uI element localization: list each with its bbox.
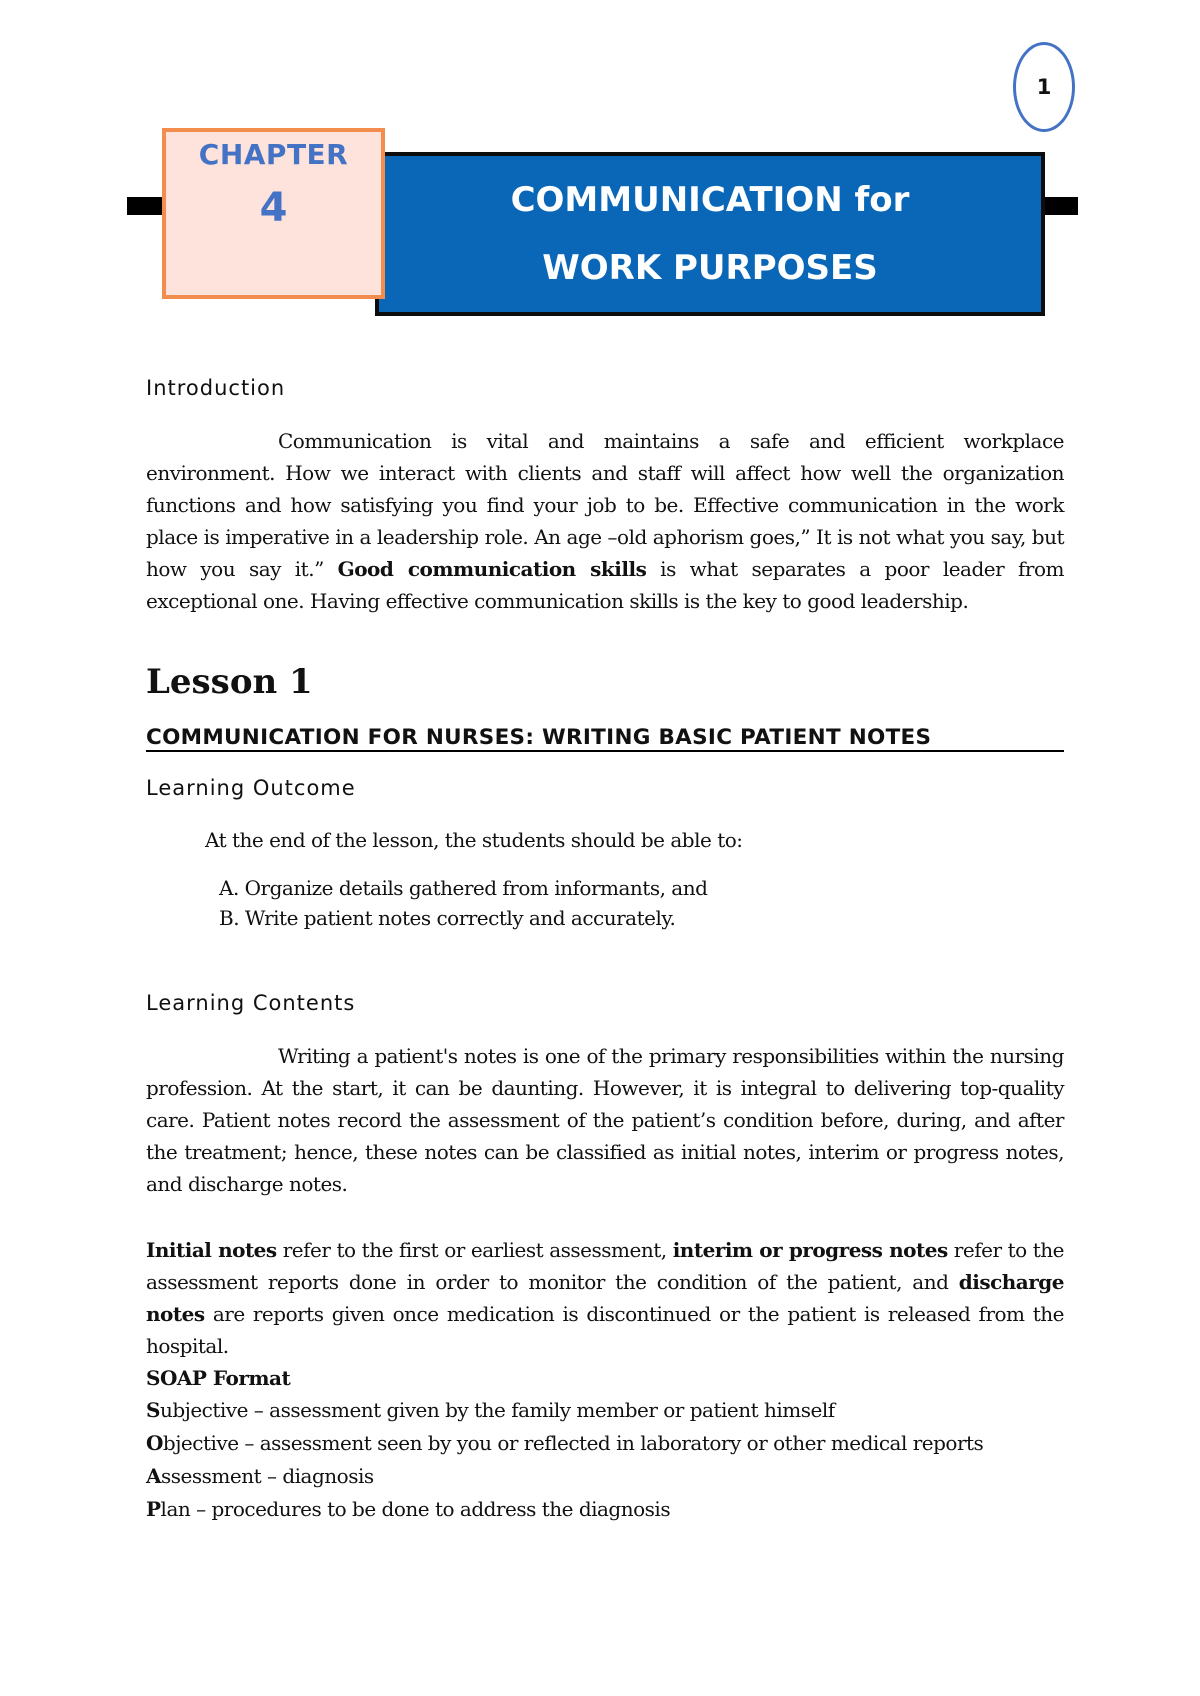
soap-description: ubjective – assessment given by the family member or patient himself xyxy=(159,1398,835,1422)
introduction-text: Communication is vital and maintains a safe and efficient workplace environment. How we interact with clients and staff will affect how well the organization functions and how satisfying you find your job to be. Effective communication in the work place is imperative in a leadership role. An age –old aphorism goes,” It is not what you say, but how you say it.” xyxy=(146,429,1064,581)
definition-text: are reports given once medication is discontinued or the patient is released from the hospital. xyxy=(146,1302,1064,1358)
learning-contents-heading: Learning Contents xyxy=(146,991,356,1015)
soap-item xyxy=(146,1427,983,1459)
term-initial-notes: Initial notes xyxy=(146,1238,277,1262)
soap-description: ssessment – diagnosis xyxy=(161,1464,374,1488)
notes-definition-paragraph xyxy=(146,1234,1064,1362)
learning-contents-text: Writing a patient's notes is one of the primary responsibilities within the nursing profession. At the start, it can be daunting. However, it is integral to delivering top-quality care. Patient notes record the assessment of the patient’s condition before, during, and after the treatment; hence, these notes can be classified as initial notes, interim or progress notes, and discharge notes. xyxy=(146,1044,1064,1196)
soap-letter: A xyxy=(146,1464,162,1488)
introduction-bold-phrase: Good communication skills xyxy=(337,557,647,581)
learning-outcome-item: A. Organize details gathered from informants, and xyxy=(219,876,708,900)
chapter-number: 4 xyxy=(259,185,288,231)
chapter-title-line2: WORK PURPOSES xyxy=(542,248,878,288)
chapter-label: CHAPTER xyxy=(198,138,349,171)
learning-outcome-item: B. Write patient notes correctly and accurately. xyxy=(219,906,676,930)
learning-outcome-heading: Learning Outcome xyxy=(146,776,356,800)
chapter-title-banner xyxy=(375,152,1045,316)
soap-letter: P xyxy=(146,1497,161,1521)
soap-item xyxy=(146,1493,670,1525)
soap-item xyxy=(146,1460,374,1492)
soap-letter: O xyxy=(146,1431,163,1455)
introduction-paragraph xyxy=(146,425,1064,617)
lesson-title: Lesson 1 xyxy=(146,662,313,702)
introduction-text-end: is what separates a poor leader from exceptional one. Having effective communication skills is the key to good leadership. xyxy=(146,557,1064,613)
page-number: 1 xyxy=(1013,42,1075,132)
lesson-subtitle: COMMUNICATION FOR NURSES: WRITING BASIC PATIENT NOTES xyxy=(146,725,1064,752)
chapter-title-line1: COMMUNICATION for xyxy=(510,180,910,220)
soap-description: lan – procedures to be done to address the diagnosis xyxy=(160,1497,671,1521)
soap-item xyxy=(146,1394,835,1426)
chapter-number-box xyxy=(162,128,385,299)
term-progress-notes: interim or progress notes xyxy=(672,1238,948,1262)
introduction-heading: Introduction xyxy=(146,376,286,400)
soap-letter: S xyxy=(146,1398,160,1422)
definition-text: refer to the first or earliest assessment, xyxy=(276,1238,673,1262)
soap-heading: SOAP Format xyxy=(146,1366,291,1390)
soap-description: bjective – assessment seen by you or reflected in laboratory or other medical reports xyxy=(162,1431,984,1455)
learning-outcome-intro: At the end of the lesson, the students should be able to: xyxy=(205,828,743,852)
definition-text: refer to the assessment reports done in order to monitor the condition of the patient, and xyxy=(146,1238,1064,1294)
learning-contents-paragraph xyxy=(146,1040,1064,1200)
term-discharge-notes: discharge notes xyxy=(146,1270,1064,1326)
banner-bar-left xyxy=(127,197,167,215)
